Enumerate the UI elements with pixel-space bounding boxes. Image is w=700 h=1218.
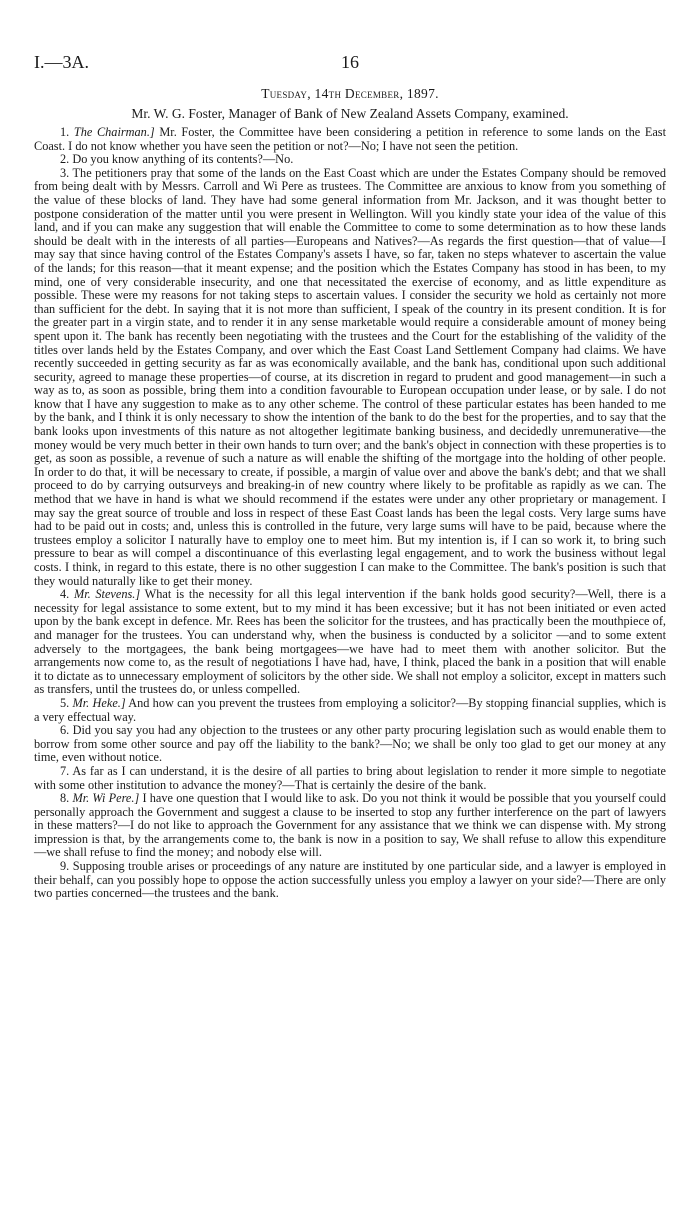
paragraph-3 <box>34 167 666 588</box>
speaker-name: The Chairman.] <box>73 125 155 139</box>
document-body <box>34 86 666 901</box>
witness-heading: Mr. W. G. Foster, Manager of Bank of New Zealand Assets Company, examined. <box>131 106 569 121</box>
paragraph-text: What is the necessity for all this legal intervention if the bank holds good security?—Well, there is a necessity for legal assistance to some extent, but to my mind it has been excessive; but it has not been initiated or even acted upon by the bank except in defence. Mr. Rees has been the solicitor for the trustees, and has practically been the mouthpiece of, and manager for the trustees. You can understand why, when the business is conducted by a solicitor —and to some extent adversely to the mortgagees, the bank being mortgagees—we have had to meet them with another solicitor. But the arrangements now come to, as the result of negotiations I have had, have, I think, placed the bank in a position that will enable it to dictate as to unnecessary employment of solicitors by the other side. We shall not employ a solicitor, except in matters such as transfers, until the trustees do, or unless compelled. <box>34 587 667 697</box>
date-line: Tuesday, 14th December, 1897. <box>261 86 439 101</box>
paragraph-text: And how can you prevent the trustees from employing a solicitor?—By stopping financial supplies, which is a very effectual way. <box>34 695 666 724</box>
paragraph-number: 5. <box>60 695 70 710</box>
paragraph-number: 3. <box>60 165 70 180</box>
paragraph-5 <box>34 697 666 724</box>
paragraph-7 <box>34 765 666 792</box>
page-header <box>34 52 666 76</box>
paragraph-text: Mr. Foster, the Committee have been considering a petition in reference to some lands on the East Coast. I do not know whether you have seen the petition or not?—No; I have not seen the petition. <box>34 125 667 153</box>
paragraph-number: 4. <box>60 587 70 602</box>
paragraph-number: 1. <box>60 125 70 139</box>
paragraph-1 <box>34 126 666 153</box>
paragraph-number: 9. <box>60 859 70 874</box>
document-code: I.—3A. <box>34 52 89 72</box>
paragraph-number: 6. <box>60 723 70 738</box>
speaker-name: Mr. Stevens.] <box>73 587 141 602</box>
paragraph-number: 7. <box>60 763 70 778</box>
paragraph-number: 2. <box>60 152 70 167</box>
paragraph-number: 8. <box>60 791 70 806</box>
paragraph-9 <box>34 860 666 901</box>
paragraph-text: The petitioners pray that some of the lands on the East Coast which are under the Estates Company should be removed from being dealt with by Messrs. Carroll and Wi Pere as trustees. The Committee are anxious to know from you something of the value of these blocks of land. They have had some general information from Mr. Jackson, and it was thought better to postpone consideration of the matter until you were present in Wellington. Will you kindly state your idea of the value of this land, and if you can make any suggestion that will enable the Committee to come to some determination as to how these lands should be dealt with in the interests of all parties—Europeans and Natives?—As regards the first question—that of value—I may say that since having control of the Estates Company's assets I have, so far, taken no steps whatever to ascertain the value of the lands; for this reason—that it meant expense; and the position which the Estates Company has stood in has been, to my mind, one of very considerable insecurity, and one that necessitated the exercise of economy, and as little expenditure as possible. These were my reasons for not taking steps to ascertain values. I consider the security we hold as certainly not more than sufficient for the debt. In saying that it is not more than sufficient, I speak of the country in its present condition. It is for the greater part in a virgin state, and to render it in any sense marketable would require a considerable amount of money being spent upon it. The bank has recently been negotiating with the trustees and the Court for the establishing of the validity of the titles over lands held by the Estates Company, and over which the East Coast Land Settlement Company had claims. We have recently succeeded in getting security as far as was economically available, and the bank has, conditional upon such additional security, agreed to manage these properties—of course, at its discretion in regard to prudent and good management—in such a way as to, as soon as possible, bring them into a condition favourable to European occupation under lease, or by sale. I do not know that I have any suggestion to make as to any other scheme. The control of these particular estates has been handed to me by the bank, and I think it is only necessary to show the intention of the bank to do the best for the properties, and to say that the bank looks upon investments of this nature as not altogether legitimate banking business, and decidedly unremunerative—the money would be very much better in their own hands to turn over; and the bank's object in connection with these properties is to get, as soon as possible, a revenue of such a nature as will enable the shifting of the mortgage into the holding of other people. In order to do that, it will be necessary to create, if possible, a margin of value over and above the bank's debt; and that we shall proceed to do by carrying outsurveys and breaking-in of new country where likely to be profitable as rapidly as we can. The method that we have in hand is what we should recommend if the estates were under any other proprietary or management. I may say the great source of trouble and loss in respect of these East Coast lands has been the legal costs. Very large sums have had to be paid out in costs; and, unless this is controlled in the future, very large sums will have to be paid, because where the trustees employ a solicitor I naturally have to employ one to meet him. But my intention is, if I can so work it, to bring such pressure to bear as will compel a discontinuance of this everlasting legal engagement, and to work the business without legal costs. I think, in regard to this estate, there is no other suggestion I can make to the Committee. The bank's position is such that they would naturally like to get their money. <box>34 165 666 588</box>
paragraph-text: I have one question that I would like to ask. Do you not think it would be possible that you yourself could personally approach the Government and suggest a clause to be inserted to stop any further interference on the part of lawyers in these matters?—I do not like to approach the Government for any assistance that we think we can dispense with. My strong impression is that, by the arrangements come to, the bank is now in a position to say, We shall refuse to allow this expenditure—we shall refuse to find the money; and nobody else will. <box>34 791 666 860</box>
speaker-name: Mr. Wi Pere.] <box>72 791 140 806</box>
paragraph-text: Did you say you had any objection to the trustees or any other party procuring legislation such as would enable them to borrow from some other source and pay off the liability to the bank?—No; we shall be only too glad to get our money at any time, even without notice. <box>34 723 667 765</box>
page-number: 16 <box>341 52 359 72</box>
paragraph-4 <box>34 588 666 697</box>
paragraph-text: As far as I can understand, it is the desire of all parties to bring about legislation to render it more simple to negotiate with some other institution to advance the money?—That is certainly the desire of the bank. <box>34 763 666 792</box>
paragraph-6 <box>34 724 666 765</box>
speaker-name: Mr. Heke.] <box>72 695 126 710</box>
paragraph-2 <box>34 153 666 167</box>
paragraph-text: Do you know anything of its contents?—No. <box>72 152 294 167</box>
paragraph-text: Supposing trouble arises or proceedings of any nature are instituted by one particular side, and a lawyer is employed in their behalf, can you possibly hope to oppose the action successfully unless you employ a lawyer on your side?—There are only two parties concerned—the trustees and the bank. <box>34 859 666 901</box>
paragraph-8 <box>34 792 666 860</box>
